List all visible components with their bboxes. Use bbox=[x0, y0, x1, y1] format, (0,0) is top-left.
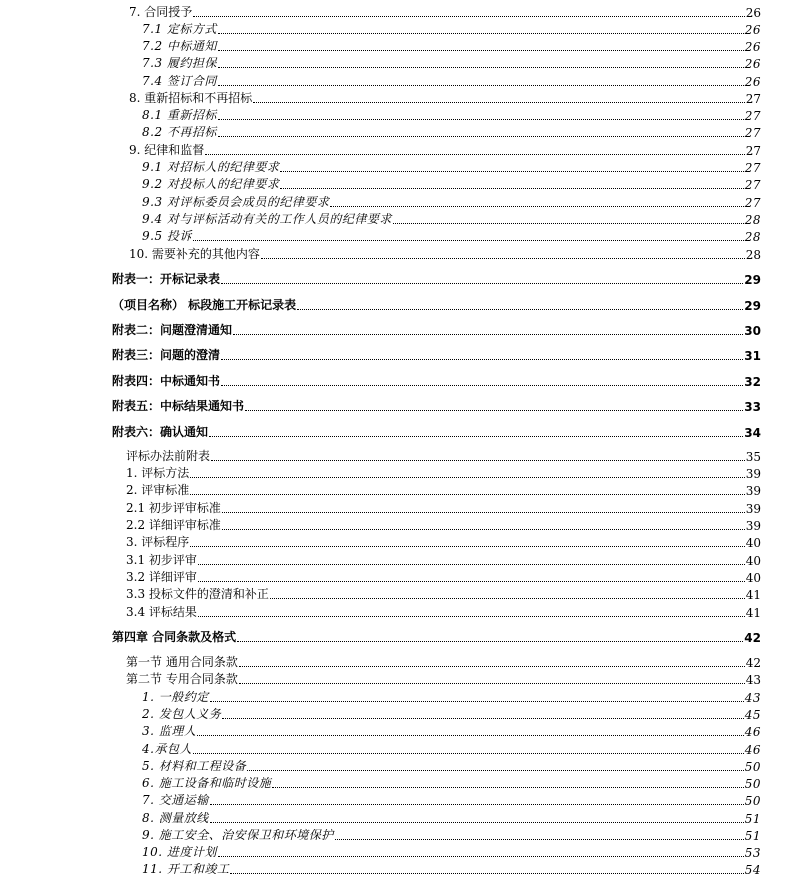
toc-entry-label: 8. 重新招标和不再招标 bbox=[129, 91, 253, 105]
toc-page-number: 27 bbox=[745, 144, 761, 158]
toc-leader-dots bbox=[247, 770, 743, 771]
toc-entry[interactable] bbox=[112, 628, 761, 645]
toc-entry[interactable] bbox=[126, 447, 761, 464]
toc-page-number: 43 bbox=[744, 691, 761, 705]
toc-entry-label: 6. 施工设备和临时设施 bbox=[142, 776, 272, 790]
toc-entry-label: 附表三：问题的澄清 bbox=[112, 348, 221, 362]
toc-leader-dots bbox=[272, 787, 743, 788]
toc-entry-label: 9. 纪律和监督 bbox=[129, 143, 205, 157]
toc-page-number: 41 bbox=[745, 606, 761, 620]
toc-page-number: 27 bbox=[744, 161, 761, 175]
toc-page-number: 50 bbox=[744, 794, 761, 808]
toc-entry[interactable] bbox=[126, 499, 761, 516]
toc-entry-label: 3.1 初步评审 bbox=[126, 553, 197, 567]
toc-page-number: 26 bbox=[744, 40, 761, 54]
toc-leader-dots bbox=[270, 598, 745, 599]
toc-entry[interactable] bbox=[126, 516, 761, 533]
toc-entry[interactable] bbox=[142, 72, 761, 89]
toc-entry[interactable] bbox=[126, 551, 761, 568]
toc-leader-dots bbox=[239, 683, 745, 684]
toc-entry[interactable] bbox=[142, 791, 761, 808]
toc-entry-label: 3.3 投标文件的澄清和补正 bbox=[126, 587, 269, 601]
toc-leader-dots bbox=[193, 753, 744, 754]
toc-page-number: 39 bbox=[745, 519, 761, 533]
toc-entry[interactable] bbox=[112, 423, 761, 440]
toc-page-number: 26 bbox=[744, 75, 761, 89]
toc-page-number: 45 bbox=[744, 708, 761, 722]
toc-page-number: 46 bbox=[744, 743, 761, 757]
toc-page-number: 40 bbox=[745, 554, 761, 568]
toc-page-number: 27 bbox=[745, 92, 761, 106]
toc-entry[interactable] bbox=[112, 270, 761, 287]
toc-leader-dots bbox=[198, 616, 745, 617]
toc-leader-dots bbox=[198, 581, 745, 582]
toc-leader-dots bbox=[218, 50, 744, 51]
toc-leader-dots bbox=[190, 546, 744, 547]
toc-leader-dots bbox=[198, 564, 745, 565]
toc-entry-label: 1. 评标方法 bbox=[126, 466, 190, 480]
toc-page-number: 43 bbox=[745, 673, 761, 687]
toc-leader-dots bbox=[218, 33, 744, 34]
toc-page-number: 42 bbox=[744, 631, 761, 645]
toc-page-number: 28 bbox=[744, 213, 761, 227]
toc-entry[interactable] bbox=[142, 740, 761, 757]
toc-leader-dots bbox=[222, 718, 743, 719]
toc-entry-label: 附表一：开标记录表 bbox=[112, 272, 221, 286]
toc-page-number: 51 bbox=[744, 829, 761, 843]
toc-entry[interactable] bbox=[142, 860, 761, 877]
toc-entry[interactable] bbox=[126, 464, 761, 481]
toc-entry[interactable] bbox=[129, 3, 761, 20]
toc-entry-label: 7.1 定标方式 bbox=[142, 22, 217, 36]
toc-entry-label: 附表六：确认通知 bbox=[112, 425, 209, 439]
toc-entry-label: 7.4 签订合同 bbox=[142, 74, 217, 88]
toc-leader-dots bbox=[218, 67, 744, 68]
toc-page-number: 29 bbox=[744, 299, 761, 313]
toc-entry[interactable] bbox=[112, 296, 761, 313]
toc-leader-dots bbox=[280, 171, 743, 172]
toc-leader-dots bbox=[218, 119, 744, 120]
toc-page-number: 27 bbox=[744, 109, 761, 123]
toc-entry[interactable] bbox=[126, 653, 761, 670]
toc-entry-label: 2.1 初步评审标准 bbox=[126, 501, 221, 515]
toc-entry[interactable] bbox=[142, 106, 761, 123]
toc-entry-label: 3.4 评标结果 bbox=[126, 605, 197, 619]
toc-page-number: 26 bbox=[744, 23, 761, 37]
toc-page-number: 54 bbox=[744, 863, 761, 877]
toc-leader-dots bbox=[193, 240, 744, 241]
toc-entry[interactable] bbox=[142, 688, 761, 705]
toc-entry-label: 10. 需要补充的其他内容 bbox=[129, 247, 260, 261]
toc-entry[interactable] bbox=[112, 346, 761, 363]
toc-entry[interactable] bbox=[142, 158, 761, 175]
toc-entry[interactable] bbox=[126, 533, 761, 550]
toc-entry[interactable] bbox=[142, 123, 761, 140]
toc-leader-dots bbox=[210, 804, 744, 805]
toc-leader-dots bbox=[211, 460, 745, 461]
toc-entry-label: 9.1 对招标人的纪律要求 bbox=[142, 160, 280, 174]
toc-entry-label: 7. 合同授予 bbox=[129, 5, 193, 19]
toc-leader-dots bbox=[218, 136, 744, 137]
toc-page-number: 39 bbox=[745, 502, 761, 516]
toc-leader-dots bbox=[193, 16, 744, 17]
toc-page-number: 27 bbox=[744, 196, 761, 210]
toc-leader-dots bbox=[233, 334, 743, 335]
toc-entry-label: 3.2 详细评审 bbox=[126, 570, 197, 584]
toc-entry-label: 8. 测量放线 bbox=[142, 811, 209, 825]
toc-entry[interactable] bbox=[142, 774, 761, 791]
toc-page-number: 50 bbox=[744, 760, 761, 774]
toc-leader-dots bbox=[221, 359, 743, 360]
toc-entry[interactable] bbox=[126, 481, 761, 498]
toc-entry-label: 7.2 中标通知 bbox=[142, 39, 217, 53]
toc-entry-label: 1. 一般约定 bbox=[142, 690, 209, 704]
toc-page-number: 32 bbox=[744, 375, 761, 389]
toc-page-number: 34 bbox=[744, 426, 761, 440]
toc-entry[interactable] bbox=[126, 568, 761, 585]
toc-entry[interactable] bbox=[142, 193, 761, 210]
toc-entry[interactable] bbox=[112, 321, 761, 338]
toc-entry-label: 2. 发包人义务 bbox=[142, 707, 222, 721]
toc-page-number: 30 bbox=[744, 324, 761, 338]
toc-entry[interactable] bbox=[129, 245, 761, 262]
toc-page-number: 26 bbox=[744, 57, 761, 71]
toc-page-number: 50 bbox=[744, 777, 761, 791]
toc-page-number: 33 bbox=[744, 400, 761, 414]
toc-entry-label: 5. 材料和工程设备 bbox=[142, 759, 247, 773]
toc-entry-label: 7. 交通运输 bbox=[142, 793, 209, 807]
toc-page-number: 42 bbox=[745, 656, 761, 670]
toc-leader-dots bbox=[210, 822, 744, 823]
toc-entry[interactable] bbox=[129, 141, 761, 158]
toc-page-number: 27 bbox=[744, 126, 761, 140]
toc-entry-label: 9.3 对评标委员会成员的纪律要求 bbox=[142, 195, 330, 209]
toc-entry[interactable] bbox=[142, 37, 761, 54]
toc-page-number: 29 bbox=[744, 273, 761, 287]
toc-page-number: 31 bbox=[744, 349, 761, 363]
toc-leader-dots bbox=[221, 283, 743, 284]
toc-entry[interactable] bbox=[142, 705, 761, 722]
toc-entry[interactable] bbox=[142, 757, 761, 774]
toc-leader-dots bbox=[218, 85, 744, 86]
toc-entry-label: 附表二：问题澄清通知 bbox=[112, 323, 233, 337]
toc-entry-label: 8.1 重新招标 bbox=[142, 108, 217, 122]
toc-page-number: 53 bbox=[744, 846, 761, 860]
toc-entry[interactable] bbox=[112, 397, 761, 414]
toc-leader-dots bbox=[335, 839, 744, 840]
toc-leader-dots bbox=[237, 641, 743, 642]
toc-page-number: 28 bbox=[744, 230, 761, 244]
toc-entry-label: 9. 施工安全、治安保卫和环境保护 bbox=[142, 828, 334, 842]
toc-entry[interactable] bbox=[142, 843, 761, 860]
toc-leader-dots bbox=[330, 206, 743, 207]
toc-page-number: 35 bbox=[745, 450, 761, 464]
toc-leader-dots bbox=[239, 666, 745, 667]
toc-entry-label: 评标办法前附表 bbox=[126, 449, 211, 463]
toc-entry-label: 附表五：中标结果通知书 bbox=[112, 399, 245, 413]
toc-leader-dots bbox=[222, 512, 745, 513]
toc-page-number: 40 bbox=[745, 536, 761, 550]
toc-entry[interactable] bbox=[142, 227, 761, 244]
toc-leader-dots bbox=[221, 385, 743, 386]
toc-leader-dots bbox=[297, 309, 743, 310]
toc-leader-dots bbox=[222, 529, 745, 530]
toc-entry[interactable] bbox=[126, 603, 761, 620]
toc-page-number: 51 bbox=[744, 812, 761, 826]
toc-entry-label: 2.2 详细评审标准 bbox=[126, 518, 221, 532]
toc-entry-label: 9.2 对投标人的纪律要求 bbox=[142, 177, 280, 191]
toc-leader-dots bbox=[218, 856, 744, 857]
toc-entry[interactable] bbox=[142, 20, 761, 37]
toc-leader-dots bbox=[393, 223, 744, 224]
toc-entry[interactable] bbox=[142, 175, 761, 192]
toc-entry-label: 3. 监理人 bbox=[142, 724, 197, 738]
toc-entry[interactable] bbox=[142, 722, 761, 739]
toc-page-number: 46 bbox=[744, 725, 761, 739]
toc-entry[interactable] bbox=[142, 826, 761, 843]
toc-entry-label: 附表四：中标通知书 bbox=[112, 374, 221, 388]
toc-entry[interactable] bbox=[112, 372, 761, 389]
toc-leader-dots bbox=[209, 436, 743, 437]
toc-leader-dots bbox=[210, 701, 744, 702]
toc-entry-label: （项目名称） 标段施工开标记录表 bbox=[112, 298, 297, 312]
toc-leader-dots bbox=[197, 735, 743, 736]
toc-leader-dots bbox=[280, 188, 743, 189]
toc-page-number: 28 bbox=[745, 248, 761, 262]
toc-leader-dots bbox=[261, 258, 745, 259]
toc-leader-dots bbox=[190, 477, 744, 478]
toc-page-number: 41 bbox=[745, 588, 761, 602]
toc-entry[interactable] bbox=[129, 89, 761, 106]
toc-entry-label: 11. 开工和竣工 bbox=[142, 862, 230, 876]
toc-entry[interactable] bbox=[142, 809, 761, 826]
toc-entry-label: 第二节 专用合同条款 bbox=[126, 672, 238, 686]
toc-entry-label: 9.4 对与评标活动有关的工作人员的纪律要求 bbox=[142, 212, 392, 226]
toc-leader-dots bbox=[245, 410, 743, 411]
toc-entry-label: 9.5 投诉 bbox=[142, 229, 192, 243]
toc-leader-dots bbox=[205, 154, 744, 155]
toc-entry-label: 3. 评标程序 bbox=[126, 535, 190, 549]
toc-entry-label: 2. 评审标准 bbox=[126, 483, 190, 497]
toc-entry[interactable] bbox=[126, 670, 761, 687]
toc-entry[interactable] bbox=[142, 54, 761, 71]
toc-entry-label: 4.承包人 bbox=[142, 742, 192, 756]
toc-entry-label: 第一节 通用合同条款 bbox=[126, 655, 238, 669]
toc-entry-label: 第四章 合同条款及格式 bbox=[112, 630, 237, 644]
toc-page-number: 27 bbox=[744, 178, 761, 192]
toc-entry[interactable] bbox=[142, 210, 761, 227]
toc-page-number: 39 bbox=[745, 467, 761, 481]
toc-entry-label: 8.2 不再招标 bbox=[142, 125, 217, 139]
toc-page-number: 40 bbox=[745, 571, 761, 585]
toc-leader-dots bbox=[253, 102, 744, 103]
toc-leader-dots bbox=[190, 494, 744, 495]
toc-entry-label: 10. 进度计划 bbox=[142, 845, 217, 859]
toc-entry[interactable] bbox=[126, 585, 761, 602]
toc-page-number: 39 bbox=[745, 484, 761, 498]
toc-page-number: 26 bbox=[745, 6, 761, 20]
toc-entry-label: 7.3 履约担保 bbox=[142, 56, 217, 70]
